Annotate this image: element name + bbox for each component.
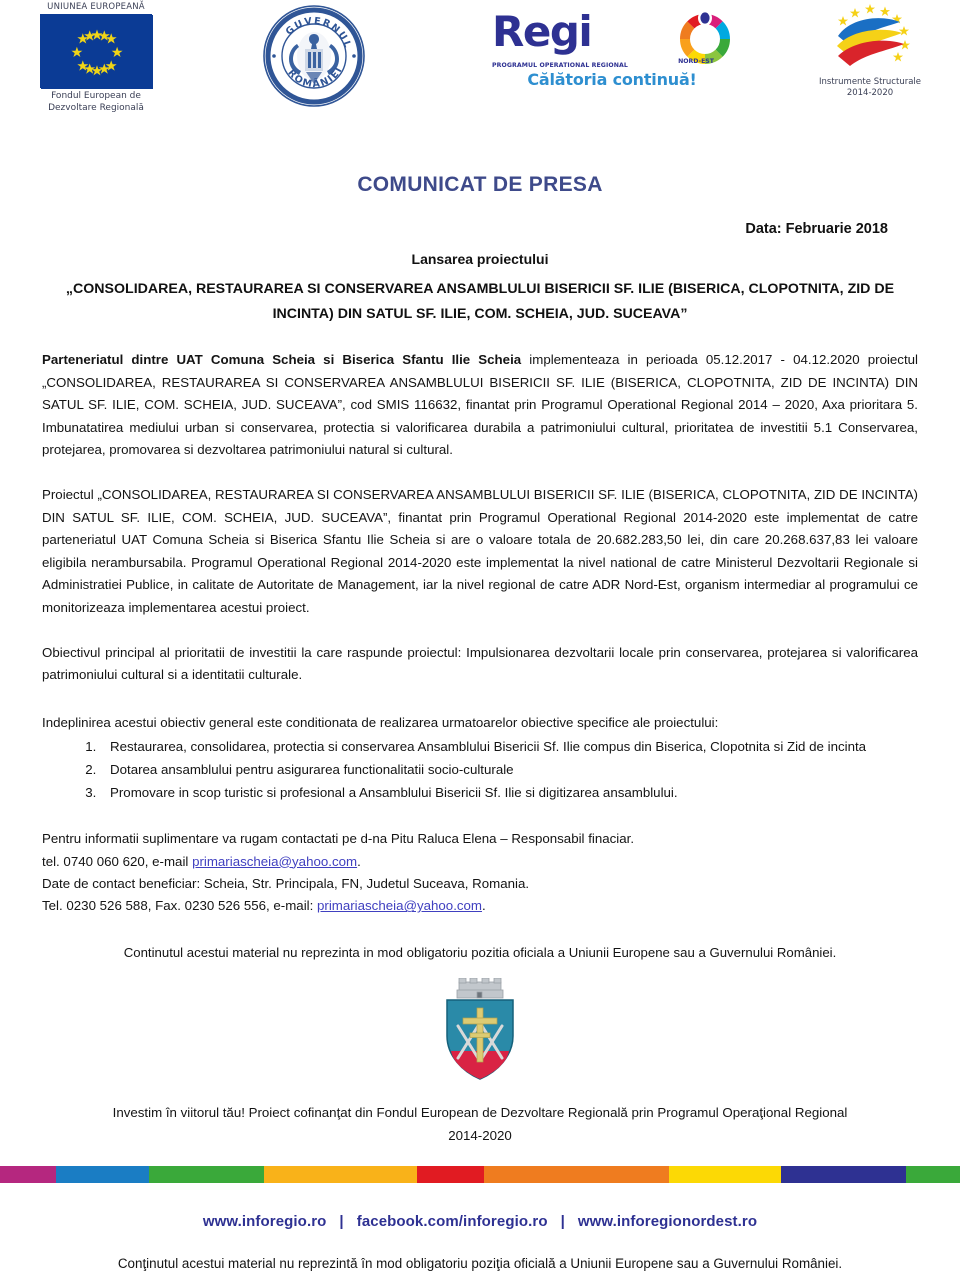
contact-beneficiary-address: Date de contact beneficiar: Scheia, Str. Principala, FN, Judetul Suceava, Romania. (42, 875, 530, 891)
rainbow-segment (0, 1166, 56, 1183)
structural-instruments-icon (800, 2, 940, 75)
structural-instruments-caption (800, 77, 940, 99)
footer-links (0, 1213, 960, 1230)
rainbow-segment (264, 1166, 416, 1183)
footer-separator-1: | (339, 1213, 344, 1230)
partnership-rest-text: implementeaza in perioada 05.12.2017 - 04.12.2020 proiectul „CONSOLIDAREA, RESTAURAREA SI CONSERVAREA ANSAMBLULUI BISERICII SF. ILIE (BISERICA, CLOPOTNITA, ZID DE INCINTA) DIN SATUL SF. ILIE, COM. SCHEIA, JUD. SUCEAVA”, cod SMIS 116632, finantat prin Programul Operational Regional 2014 – 2020, Axa prioritara 5. Imbunatatirea mediului urban si conservarea, protectia si valorificarea durabila a patrimoniului cultural, prioritatea de investitii 5.1 Conservarea, protejarea, promovarea si dezvoltarea patrimoniului natural si cultural. (42, 352, 919, 458)
si-caption-line-1: Instrumente Structurale (819, 77, 921, 87)
coat-of-arms-wrap (42, 978, 918, 1087)
eu-caption-line-1: Fondul European de (51, 91, 141, 101)
regio-logo (492, 8, 732, 89)
email-link-2[interactable]: primariascheia@yahoo.com (317, 898, 483, 914)
footer-link-facebook[interactable]: facebook.com/inforegio.ro (356, 1213, 548, 1230)
investment-slogan: Investim în viitorul tău! Proiect cofinanţat din Fondul European de Dezvoltare Regională prin Programul Operaţional Regional 2014-2020 (112, 1104, 848, 1143)
list-item: 1. Restaurarea, consolidarea, protectia si conservarea Ansamblului Bisericii Sf. Ilie compus din Biserica, Clopotnita si Zid de incinta (100, 736, 918, 759)
eu-caption-line-2: Dezvoltare Regională (48, 102, 144, 113)
structural-instruments-logo (800, 2, 940, 99)
regio-subtitle: PROGRAMUL OPERATIONAL REGIONAL (492, 62, 628, 69)
footer-link-inforegionordest[interactable]: www.inforegionordest.ro (577, 1213, 758, 1230)
government-seal-icon (262, 4, 366, 108)
rainbow-segment (149, 1166, 264, 1183)
contact-phone-prefix: tel. 0740 060 620, e-mail (42, 853, 193, 869)
footer-separator-2: | (560, 1213, 565, 1230)
footer (0, 1166, 960, 1285)
seal-text-bottom: ROMÂNIEI (285, 64, 346, 91)
eu-flag-logo (22, 2, 170, 114)
email-link-1[interactable]: primariascheia@yahoo.com (192, 853, 358, 869)
regio-wordmark (492, 8, 732, 66)
project-title: „CONSOLIDAREA, RESTAURAREA SI CONSERVAREA ANSAMBLULUI BISERICII SF. ILIE (BISERICA, CLOPOTNITA, ZID DE INCINTA) DIN SATUL SF. ILIE, COM. SCHEIA, JUD. SUCEAVA” (65, 281, 895, 322)
contact-line-2-suffix: . (357, 853, 361, 869)
regio-wordmark-text: Regi (492, 7, 592, 56)
header-logo-strip (0, 0, 960, 118)
objectives-intro: Indeplinirea acestui obiectiv general este conditionata de realizarea urmatoarelor obiective specifice ale proiectului: (42, 714, 719, 730)
contact-tel-fax-email-line (42, 895, 918, 917)
seal-text-top: GUVERNUL (283, 15, 354, 51)
rainbow-segment (417, 1166, 484, 1183)
rainbow-segment (484, 1166, 670, 1183)
scheia-coat-of-arms-icon (437, 1069, 523, 1086)
project-launch-label: Lansarea proiectului (411, 251, 549, 267)
paragraph-funding: Proiectul „CONSOLIDAREA, RESTAURAREA SI CONSERVAREA ANSAMBLULUI BISERICII SF. ILIE (BISERICA, CLOPOTNITA, ZID DE INCINTA) DIN SATUL SF. ILIE, COM. SCHEIA, JUD. SUCEAVA”, finantat prin Programul Operational Regional 2014-2020 este implementat de catre parteneriatul UAT Comuna Scheia si Biserica Sfantu Ilie Scheia si are o valoare totala de 20.682.283,50 lei, din care 20.268.637,83 lei valoare eligibila nerambursabila. Programul Operational Regional 2014-2020 este implementat la nivel national de catre Ministerul Dezvoltarii Regionale si Administratiei Publice, in calitate de Autoritate de Management, iar la nivel regional de catre ADR Nord-Est, organism intermediar al programului ce monitorizeaza implementarea acestui proiect. (42, 486, 918, 615)
paragraph-main-objective: Obiectivul principal al prioritatii de investitii la care raspunde proiectul: Impulsionarea dezvoltarii locale prin conservarea, protejarea si valorificarea patrimoniului cultural si a identitatii culturale. (42, 644, 918, 683)
eu-logo-caption-bottom (22, 91, 170, 114)
footer-link-inforegio[interactable]: www.inforegio.ro (202, 1213, 327, 1230)
partnership-lead-text: Parteneriatul dintre UAT Comuna Scheia si Biserica Sfantu Ilie Scheia (42, 352, 522, 367)
contact-responsible-person: Pentru informatii suplimentare va rugam contactati pe d-na Pitu Raluca Elena – Responsabil finaciar. (42, 831, 635, 847)
eu-flag-icon (40, 14, 152, 88)
rainbow-segment (56, 1166, 149, 1183)
si-caption-line-2: 2014-2020 (846, 88, 894, 98)
eu-logo-caption-top: UNIUNEA EUROPEANĂ (47, 2, 145, 12)
objectives-list (42, 736, 918, 804)
list-item: 2. Dotarea ansamblului pentru asigurarea functionalitatii socio-culturale (100, 759, 918, 782)
regio-tagline: Călătoria continuă! (527, 70, 697, 89)
contact-block (42, 828, 918, 918)
mid-disclaimer: Continutul acestui material nu reprezinta in mod obligatoriu pozitia oficiala a Uniunii Europene sau a Guvernului României. (123, 944, 837, 960)
regio-region-label: NORD-EST (678, 58, 714, 65)
rainbow-divider-bar (0, 1166, 960, 1183)
page-title: COMUNICAT DE PRESA (357, 173, 603, 196)
rainbow-segment (906, 1166, 960, 1183)
date-line: Data: Februarie 2018 (745, 221, 888, 237)
contact-line-4-suffix: . (482, 898, 486, 914)
list-item: 3. Promovare in scop turistic si profesional a Ansamblului Bisericii Sf. Ilie si digitizarea ansamblului. (100, 782, 918, 805)
rainbow-segment (669, 1166, 781, 1183)
footer-disclaimer: Conţinutul acestui material nu reprezintă în mod obligatoriu poziţia oficială a Uniunii Europene sau a Guvernului României. (117, 1256, 843, 1271)
paragraph-partnership (42, 349, 918, 462)
rainbow-segment (781, 1166, 906, 1183)
contact-phone-email-line (42, 851, 918, 873)
romanian-government-seal-logo (258, 4, 370, 108)
document-body (0, 173, 960, 1147)
contact-telfax-prefix: Tel. 0230 526 588, Fax. 0230 526 556, e-mail: (42, 898, 317, 914)
